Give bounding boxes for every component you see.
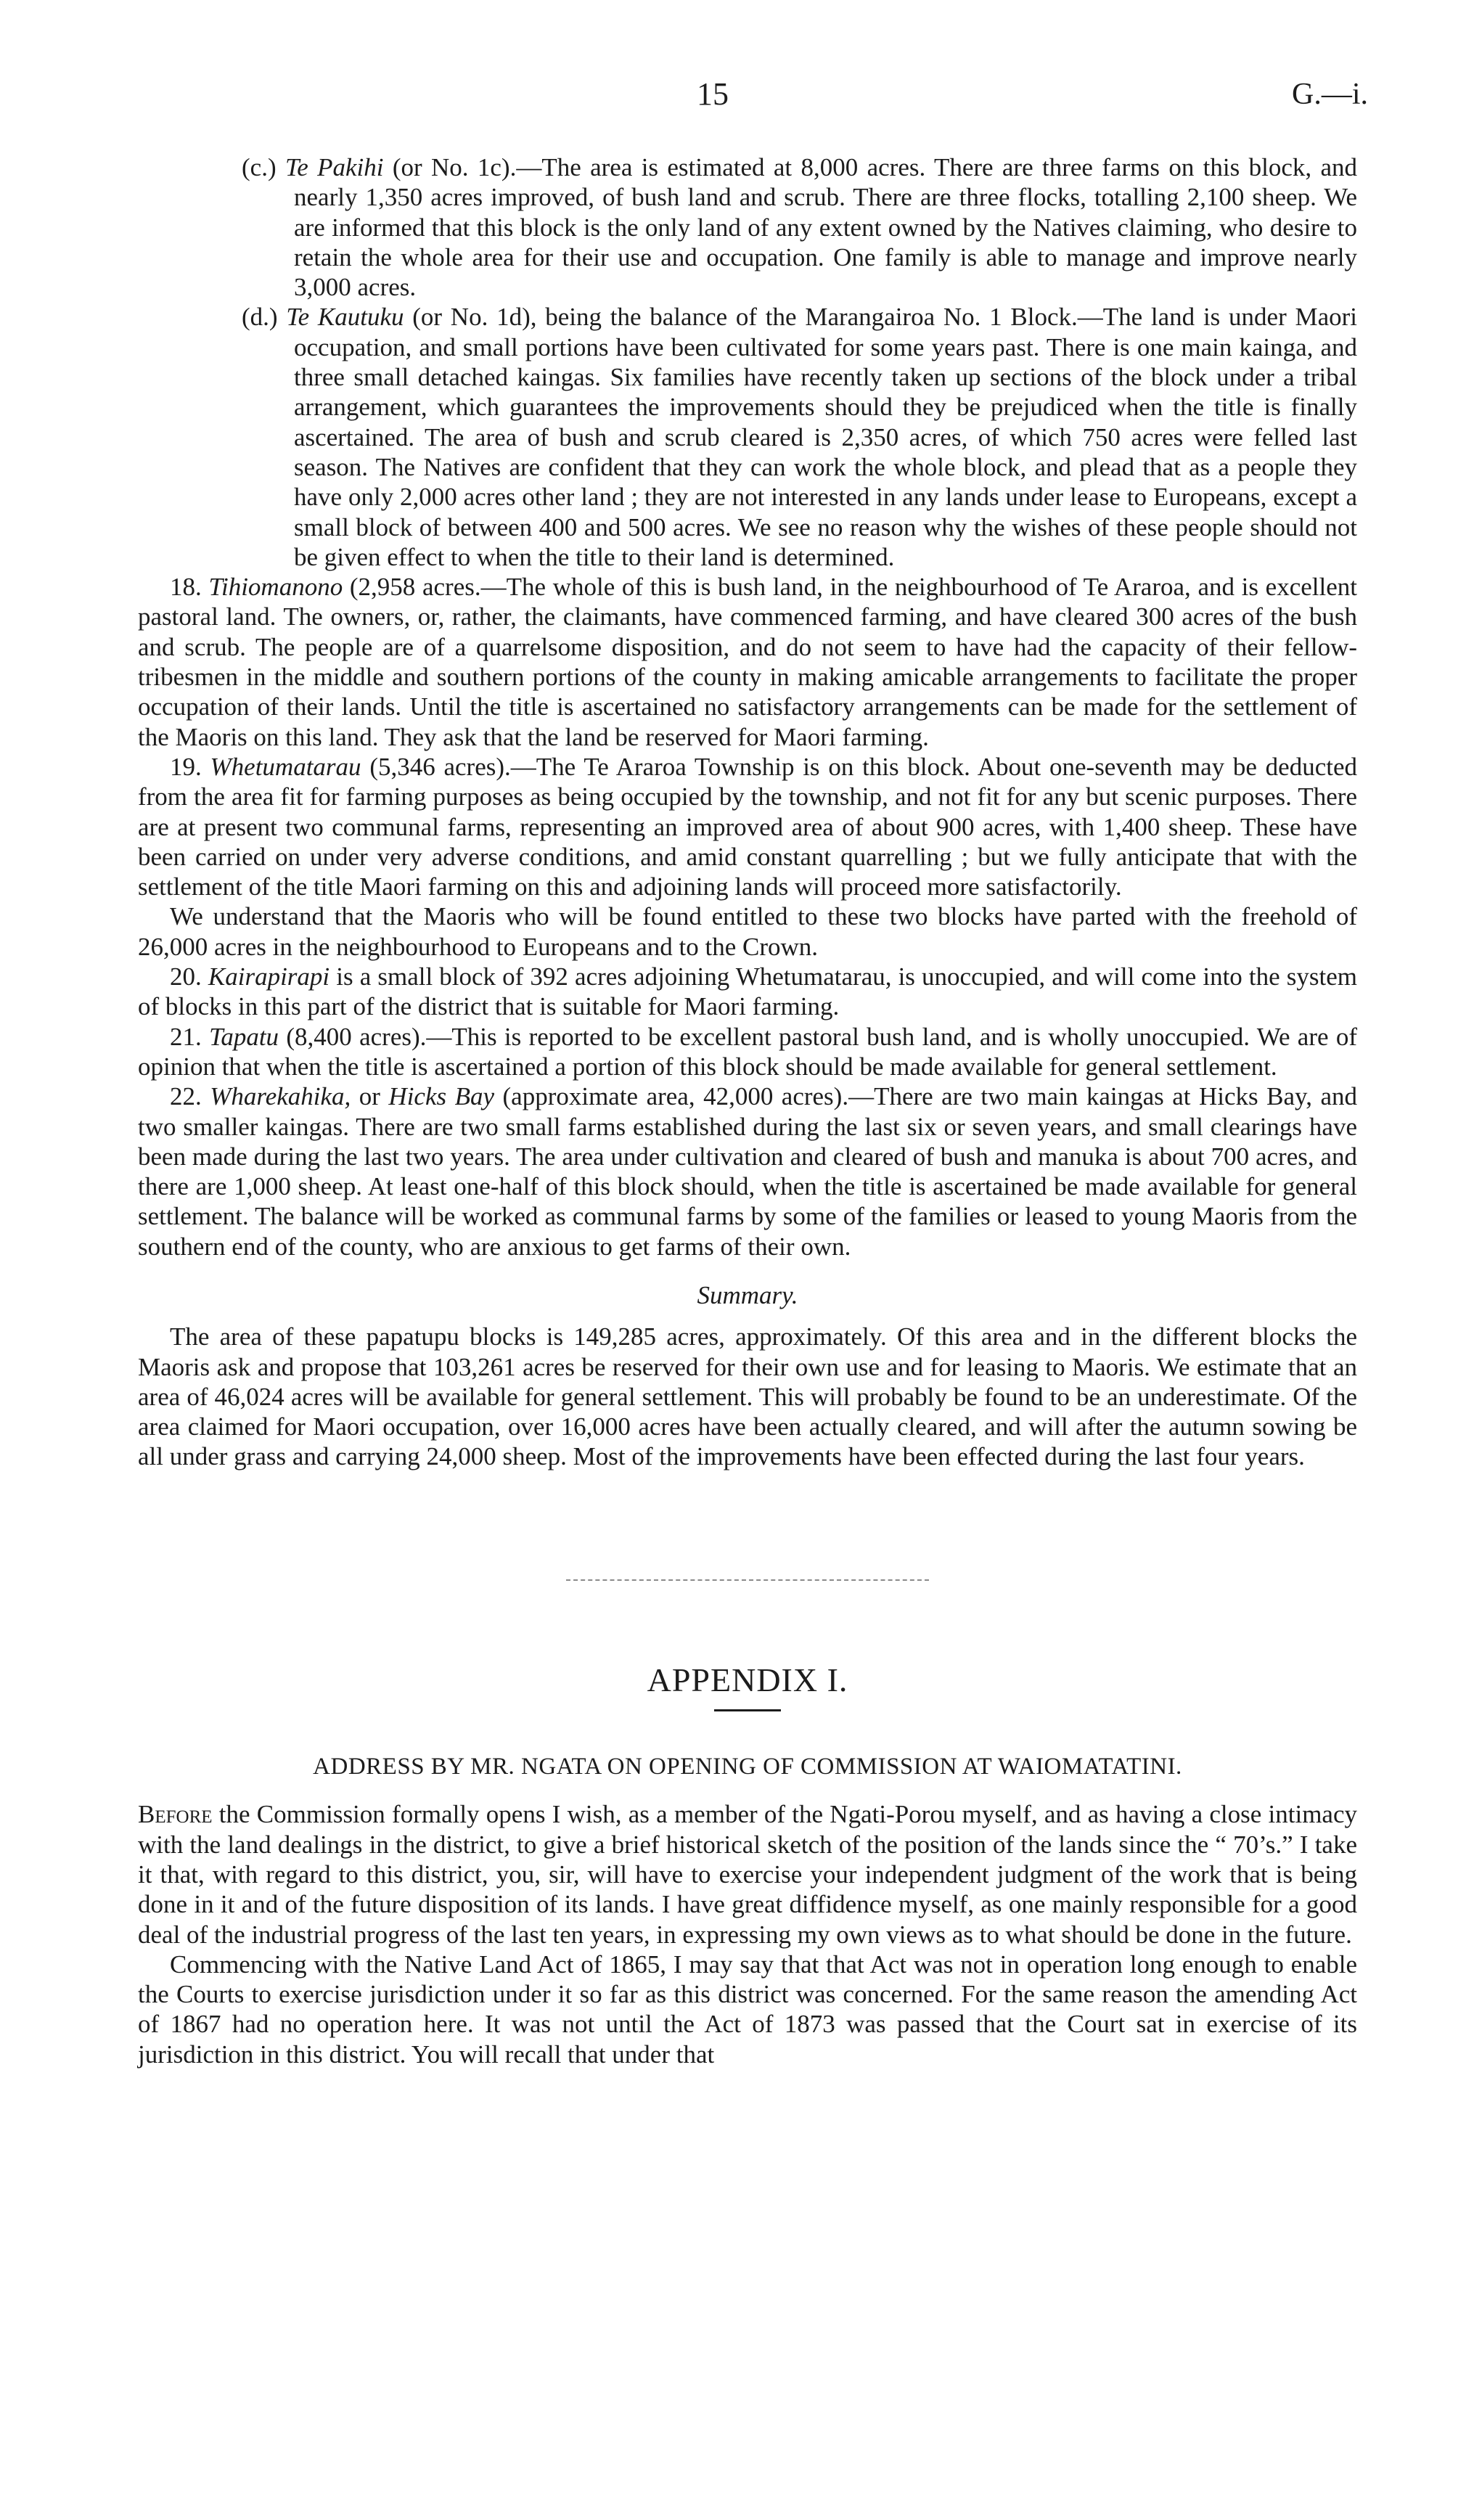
document-reference: G.—i. [1292,78,1368,111]
paragraph-20-number: 20. [170,962,202,991]
paragraph-22-or: or [351,1082,389,1111]
address-body [138,1799,1357,2069]
paragraph-19 [138,752,1357,901]
paragraph-22-number: 22. [170,1082,202,1111]
paragraph-c-title: Te Pakihi [284,153,384,181]
paragraph-d-text: (or No. 1d), being the balance of the Marangairoa No. 1 Block.—The land is under Maori occupation, and small portions have been cultivated for some years past. There is one main kainga, and three small detached kaingas. Six families have recently taken up sections of the block under a tribal arrangement, which guarantees the improvements should they be prejudiced when the title is finally ascertained. The area of bush and scrub cleared is 2,350 acres, of which 750 acres were felled last season. The Natives are confident that they can work the whole block, and plead that as a people they have only 2,000 acres other land ; they are not interested in any lands under lease to Europeans, except a small block of between 400 and 500 acres. We see no reason why the wishes of these people should not be given effect to when the title to their land is determined. [294,303,1358,571]
paragraph-21-text: (8,400 acres).—This is reported to be excellent pastoral bush land, and is wholly unoccupied. We are of opinion that when the title is ascertained a portion of this block should be made available for general settlement. [138,1022,1358,1081]
paragraph-20-text: is a small block of 392 acres adjoining Whetumatarau, is unoccupied, and will come into the system of blocks in this part of the district that is suitable for Maori farming. [138,962,1358,1021]
paragraph-20 [138,962,1357,1022]
paragraph-19-number: 19. [170,752,202,781]
paragraph-22-title: Wharekahika, [210,1082,351,1111]
paragraph-22 [138,1081,1357,1261]
document-body [138,152,1357,2069]
paragraph-c [138,152,1357,302]
page-number: 15 [697,76,729,112]
paragraph-22-text: (approximate area, 42,000 acres).—There are two main kaingas at Hicks Bay, and two smaller kaingas. There are two small farms established during the last six or seven years, and small clearings have been made during the last two years. The area under cultivation and cleared of bush and manuka is about 700 acres, and there are 1,000 sheep. At least one-half of this block should, when the title is ascertained be made available for general settlement. The balance will be worked as communal farms by some of the families or leased to young Maoris from the southern end of the county, who are anxious to get farms of their own. [138,1082,1357,1261]
address-paragraph-1-text: the Commission formally opens I wish, as a member of the Ngati-Porou myself, and as having a close intimacy with the land dealings in the district, to give a brief historical sketch of the position of the lands since the “ 70’s.” I take it that, with regard to this district, you, sir, will have to exercise your independent judgment of the work that is being done in it and of the future disposition of its lands. I have great diffidence myself, as one mainly responsible for a good deal of the industrial progress of the last ten years, in expressing my own views as to what should be done in the future. [138,1800,1357,1949]
paragraph-d [138,302,1357,572]
paragraph-19-text: (5,346 acres).—The Te Araroa Township is on this block. About one-seventh may be deducted from the area fit for farming purposes as being occupied by the township, and not fit for any but scenic purposes. There are at present two communal farms, representing an improved area of about 900 acres, with 1,400 sheep. These have been carried on under very adverse conditions, and amid constant quarrelling ; but we fully anticipate that with the settlement of the title Maori farming on this and adjoining lands will proceed more satisfactorily. [138,752,1358,901]
address-paragraph-1 [138,1799,1357,1949]
paragraph-18 [138,572,1357,752]
paragraph-d-label: (d.) [242,303,278,332]
paragraph-21-number: 21. [170,1022,202,1051]
summary-heading: Summary. [697,1280,798,1309]
paragraph-20-title: Kairapirapi [208,962,330,991]
paragraph-c-text: (or No. 1c).—The area is estimated at 8,000 acres. There are three farms on this block, and nearly 1,350 acres improved, of bush land and scrub. There are three flocks, totalling 2,100 sheep. We are informed that this block is the only land of any extent owned by the Natives claiming, who desire to retain the whole area for their use and occupation. One family is able to manage and improve nearly 3,000 acres. [294,153,1357,302]
paragraph-21-title: Tapatu [209,1022,279,1051]
address-lead-word: Before [138,1800,213,1829]
appendix-rule [714,1709,781,1711]
appendix-title: APPENDIX I. [647,1661,848,1698]
paragraph-22-title-alt: Hicks Bay [388,1082,495,1111]
paragraph-18-text: (2,958 acres.—The whole of this is bush land, in the neighbourhood of Te Araroa, and is excellent pastoral land. The owners, or, rather, the claimants, have commenced farming, and have cleared 300 acres of the bush and scrub. The people are of a quarrelsome disposition, and do not seem to have had the capacity of their fellow-tribesmen in the middle and southern portions of the county in making amicable arrangements to facilitate the proper occupation of their lands. Until the title is ascertained no satisfactory arrangements can be made for the settlement of the Maoris on this land. They ask that the land be reserved for Maori farming. [138,573,1357,751]
address-title: ADDRESS BY MR. NGATA ON OPENING OF COMMISSION AT WAIOMATATINI. [313,1754,1182,1780]
address-paragraph-2: Commencing with the Native Land Act of 1865, I may say that that Act was not in operation long enough to enable the Courts to exercise jurisdiction under it so far as this district was concerned. For the same reason the amending Act of 1867 had no operation here. It was not until the Act of 1873 was passed that the Court sat in exercise of its jurisdiction in this district. You will recall that under that [138,1950,1357,2069]
paragraph-19-title: Whetumatarau [210,752,361,781]
summary-text: The area of these papatupu blocks is 149,285 acres, approximately. Of this area and in the different blocks the Maoris ask and propose that 103,261 acres be reserved for their own use and for leasing to Maoris. We estimate that an area of 46,024 acres will be available for general settlement. This will probably be found to be an underestimate. Of the area claimed for Maori occupation, over 16,000 acres have been actually cleared, and will after the autumn sowing be all under grass and carrying 24,000 sheep. Most of the improvements have been effected during the last four years. [138,1322,1357,1471]
paragraph-19-continued: We understand that the Maoris who will be found entitled to these two blocks have parted with the freehold of 26,000 acres in the neighbourhood to Europeans and to the Crown. [138,902,1357,961]
paragraph-18-number: 18. [170,573,202,602]
paragraph-d-title: Te Kautuku [286,303,404,332]
section-divider [566,1579,929,1581]
paragraph-c-label: (c.) [242,153,277,181]
paragraph-18-title: Tihiomanono [208,573,343,602]
paragraph-21 [138,1022,1357,1082]
